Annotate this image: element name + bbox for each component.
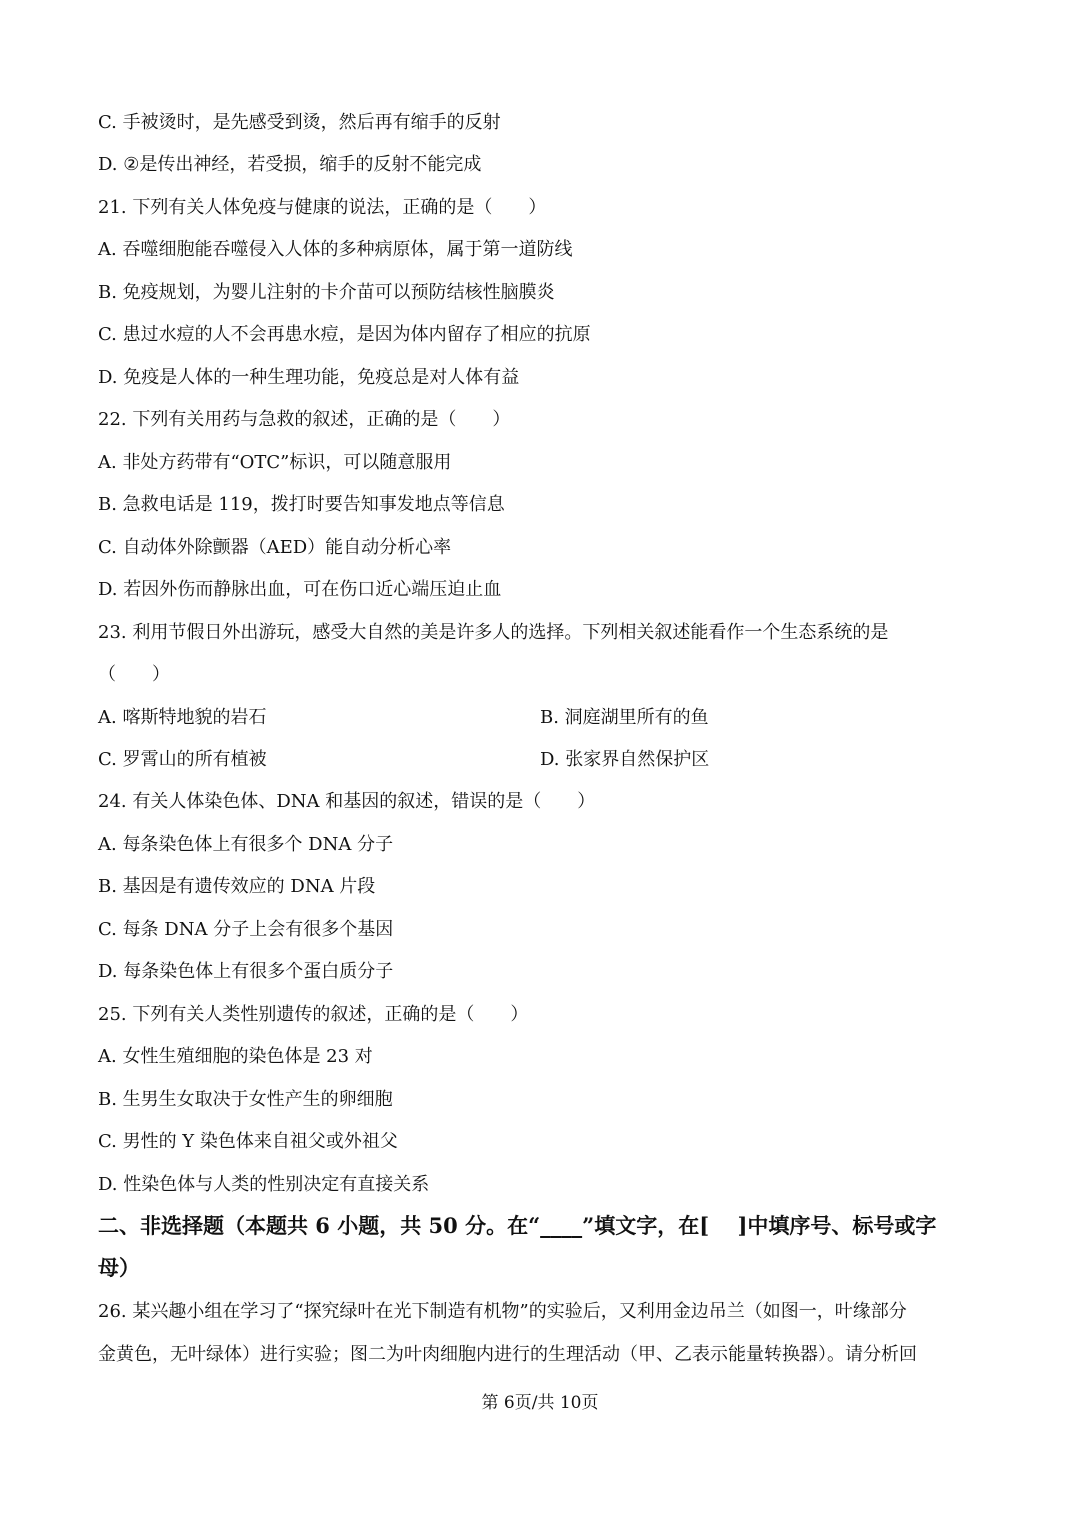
q21-option-d: D. 免疫是人体的一种生理功能，免疫总是对人体有益: [98, 367, 520, 388]
q25-option-d: D. 性染色体与人类的性别决定有直接关系: [98, 1174, 430, 1195]
q24-option-b: B. 基因是有遗传效应的 DNA 片段: [98, 876, 376, 897]
q22-option-d: D. 若因外伤而静脉出血，可在伤口近心端压迫止血: [98, 579, 502, 600]
q20-option-d: D. ②是传出神经，若受损，缩手的反射不能完成: [98, 154, 482, 175]
q22-option-c: C. 自动体外除颤器（AED）能自动分析心率: [98, 537, 452, 558]
q21-stem: 21. 下列有关人体免疫与健康的说法，正确的是（ ）: [98, 197, 547, 218]
q22-stem: 22. 下列有关用药与急救的叙述，正确的是（ ）: [98, 409, 511, 430]
q23-option-a: A. 喀斯特地貌的岩石: [98, 707, 267, 728]
q24-option-c: C. 每条 DNA 分子上会有很多个基因: [98, 919, 394, 940]
q23-stem-bracket: （ ）: [98, 664, 170, 685]
q23-option-b: B. 洞庭湖里所有的鱼: [540, 707, 709, 728]
q21-option-c: C. 患过水痘的人不会再患水痘，是因为体内留存了相应的抗原: [98, 324, 591, 345]
q24-option-d: D. 每条染色体上有很多个蛋白质分子: [98, 961, 394, 982]
q25-stem: 25. 下列有关人类性别遗传的叙述，正确的是（ ）: [98, 1004, 529, 1025]
q21-option-a: A. 吞噬细胞能吞噬侵入人体的多种病原体，属于第一道防线: [98, 239, 573, 260]
q22-option-a: A. 非处方药带有“OTC”标识，可以随意服用: [98, 452, 452, 473]
section-2-heading-cont: 母）: [98, 1255, 140, 1280]
page-number: 第 6页/共 10页: [481, 1393, 599, 1413]
q25-option-a: A. 女性生殖细胞的染色体是 23 对: [98, 1046, 373, 1067]
section-2-heading: 二、非选择题（本题共 6 小题，共 50 分。在“____”填文字，在[ ]中填序号、标号或字: [98, 1213, 937, 1238]
q23-option-c: C. 罗霄山的所有植被: [98, 749, 267, 770]
q20-option-c: C. 手被烫时，是先感受到烫，然后再有缩手的反射: [98, 112, 501, 133]
q24-stem: 24. 有关人体染色体、DNA 和基因的叙述，错误的是（ ）: [98, 791, 596, 812]
q25-option-b: B. 生男生女取决于女性产生的卵细胞: [98, 1089, 393, 1110]
q24-option-a: A. 每条染色体上有很多个 DNA 分子: [98, 834, 394, 855]
q26-stem-cont: 金黄色，无叶绿体）进行实验；图二为叶肉细胞内进行的生理活动（甲、乙表示能量转换器）。请分析回: [98, 1344, 917, 1365]
q23-option-d: D. 张家界自然保护区: [540, 749, 710, 770]
q25-option-c: C. 男性的 Y 染色体来自祖父或外祖父: [98, 1131, 398, 1152]
q23-stem: 23. 利用节假日外出游玩，感受大自然的美是许多人的选择。下列相关叙述能看作一个生态系统的是: [98, 622, 889, 643]
q26-stem: 26. 某兴趣小组在学习了“探究绿叶在光下制造有机物”的实验后，又利用金边吊兰（如图一，叶缘部分: [98, 1301, 907, 1322]
q21-option-b: B. 免疫规划，为婴儿注射的卡介苗可以预防结核性脑膜炎: [98, 282, 555, 303]
q22-option-b: B. 急救电话是 119，拨打时要告知事发地点等信息: [98, 494, 505, 515]
